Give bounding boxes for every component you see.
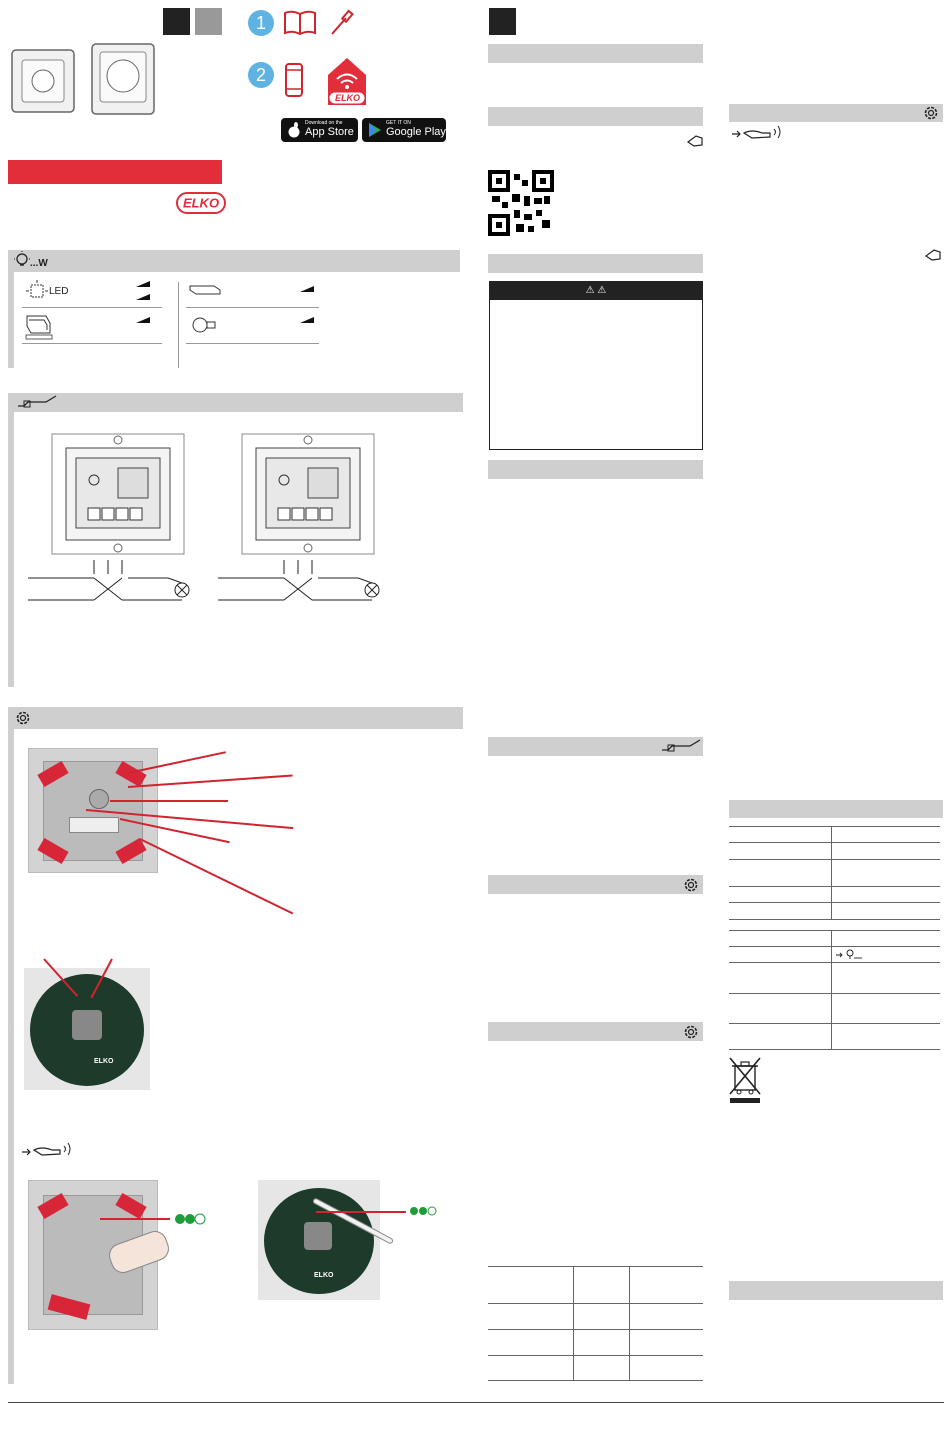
wiring-diagram-1 bbox=[28, 432, 198, 610]
tech-line-7 bbox=[729, 930, 940, 931]
mid-section-header-4 bbox=[488, 460, 703, 479]
press-hand-icon bbox=[20, 1140, 80, 1160]
title-bar bbox=[8, 160, 222, 184]
transformer-dim-indicator bbox=[300, 286, 314, 292]
circuit-press-photo bbox=[258, 1180, 380, 1300]
tech-line-5 bbox=[729, 902, 940, 903]
mid-table-col-2 bbox=[629, 1266, 630, 1380]
load-small-icon bbox=[834, 948, 864, 960]
tech-line-9 bbox=[729, 962, 940, 963]
bulb-icon bbox=[12, 251, 32, 271]
step-2-badge: 2 bbox=[248, 62, 274, 88]
wiring-section-side bbox=[8, 412, 14, 687]
product-dimmer-small-image bbox=[8, 40, 80, 120]
book-icon bbox=[283, 9, 317, 37]
wiring-section-header bbox=[8, 393, 463, 412]
mid-section-header-1 bbox=[488, 44, 703, 63]
led-label: LED bbox=[49, 286, 69, 297]
tech-line-1 bbox=[729, 826, 940, 827]
color-swatch-grey bbox=[195, 8, 222, 35]
incandescent-icon bbox=[190, 315, 220, 335]
halogen-dim-indicator bbox=[136, 317, 150, 323]
electronic-transformer-icon bbox=[22, 333, 56, 341]
tech-line-10 bbox=[729, 993, 940, 994]
load-divider-3 bbox=[186, 307, 319, 308]
mid-table-line-2 bbox=[488, 1303, 703, 1304]
right-section-footer-header bbox=[729, 1281, 943, 1300]
load-divider-vertical bbox=[178, 282, 179, 368]
elko-logo-text: ELKO bbox=[182, 195, 220, 211]
tech-line-4 bbox=[729, 886, 940, 887]
mid-table-col-1 bbox=[573, 1266, 574, 1380]
load-section-side bbox=[8, 272, 14, 368]
circuit-board-photo bbox=[24, 968, 150, 1090]
google-play-icon bbox=[368, 122, 382, 138]
apple-icon bbox=[287, 122, 301, 138]
led-status-indicator-1 bbox=[174, 1212, 208, 1226]
mid-section-header-3 bbox=[488, 254, 703, 273]
manual-hand-icon bbox=[686, 132, 704, 148]
led-dim-indicator-1 bbox=[136, 281, 150, 287]
warning-symbols: ⚠ ⚠ bbox=[585, 285, 607, 296]
app-store-big-text: App Store bbox=[305, 126, 354, 138]
circuit-press-arrow bbox=[316, 1211, 406, 1213]
color-swatch-dark bbox=[163, 8, 190, 35]
warning-header bbox=[489, 281, 703, 300]
mid-section-header-2 bbox=[488, 107, 703, 126]
gear-icon-mid-2 bbox=[682, 1023, 700, 1041]
incandescent-dim-indicator bbox=[300, 317, 314, 323]
tech-col-divider-1 bbox=[831, 826, 832, 919]
screwdriver-icon-mid bbox=[660, 738, 702, 754]
mid-section-header-7 bbox=[488, 1022, 703, 1041]
tech-line-6 bbox=[729, 919, 940, 920]
right-section-header-1 bbox=[729, 104, 943, 122]
google-play-button[interactable] bbox=[362, 118, 446, 142]
press-hand-icon-right bbox=[730, 124, 790, 142]
load-divider-1 bbox=[22, 307, 162, 308]
weee-bin-icon bbox=[728, 1056, 762, 1104]
app-store-button[interactable] bbox=[281, 118, 358, 142]
google-play-small-text: GET IT ON bbox=[386, 120, 411, 126]
led-icon bbox=[26, 280, 48, 300]
device-press-photo bbox=[28, 1180, 158, 1330]
led-status-indicator-2 bbox=[408, 1204, 438, 1218]
mid-table-line-3 bbox=[488, 1329, 703, 1330]
tech-line-11 bbox=[729, 1023, 940, 1024]
tech-line-2 bbox=[729, 842, 940, 843]
settings-section-header bbox=[8, 707, 463, 729]
tech-line-12 bbox=[729, 1049, 940, 1050]
gear-icon-right bbox=[922, 104, 940, 122]
load-unit-label: ...W bbox=[30, 258, 48, 269]
google-play-big-text: Google Play bbox=[386, 126, 446, 138]
led-dim-indicator-2 bbox=[136, 294, 150, 300]
qr-code bbox=[488, 170, 554, 236]
manual-hand-icon-right bbox=[924, 246, 942, 262]
page-bottom-rule bbox=[8, 1402, 944, 1403]
warning-box bbox=[489, 281, 703, 450]
settings-section-side bbox=[8, 729, 14, 1384]
elko-logo bbox=[176, 192, 226, 214]
gear-icon-mid-1 bbox=[682, 876, 700, 894]
gear-icon bbox=[14, 709, 32, 727]
load-section-header bbox=[8, 250, 460, 272]
mid-table-line-4 bbox=[488, 1355, 703, 1356]
callout-arrow-6 bbox=[140, 838, 294, 914]
press-arrow bbox=[100, 1218, 170, 1220]
load-divider-4 bbox=[186, 343, 319, 344]
phone-icon bbox=[284, 62, 304, 98]
screwdriver-icon-grey bbox=[16, 394, 58, 410]
step-1-badge: 1 bbox=[248, 10, 274, 36]
app-store-small-text: Download on the bbox=[305, 120, 343, 126]
product-dimmer-large-image bbox=[88, 38, 160, 122]
mid-table-line-5 bbox=[488, 1380, 703, 1381]
mid-table-line-1 bbox=[488, 1266, 703, 1267]
wiring-diagram-2 bbox=[218, 432, 388, 610]
tech-line-3 bbox=[729, 859, 940, 860]
mid-section-header-6 bbox=[488, 875, 703, 894]
language-swatch bbox=[489, 8, 516, 35]
tech-line-8 bbox=[729, 946, 940, 947]
screwdriver-icon bbox=[326, 8, 356, 38]
callout-arrow-3 bbox=[110, 800, 228, 802]
tech-col-divider-2 bbox=[831, 930, 832, 1049]
circuit-brand: ELKO bbox=[94, 1058, 114, 1065]
transformer-icon bbox=[188, 282, 222, 296]
load-divider-2 bbox=[22, 343, 162, 344]
smart-home-brand: ELKO bbox=[335, 93, 361, 103]
circuit-brand-2: ELKO bbox=[314, 1272, 334, 1279]
tech-data-header bbox=[729, 800, 943, 818]
